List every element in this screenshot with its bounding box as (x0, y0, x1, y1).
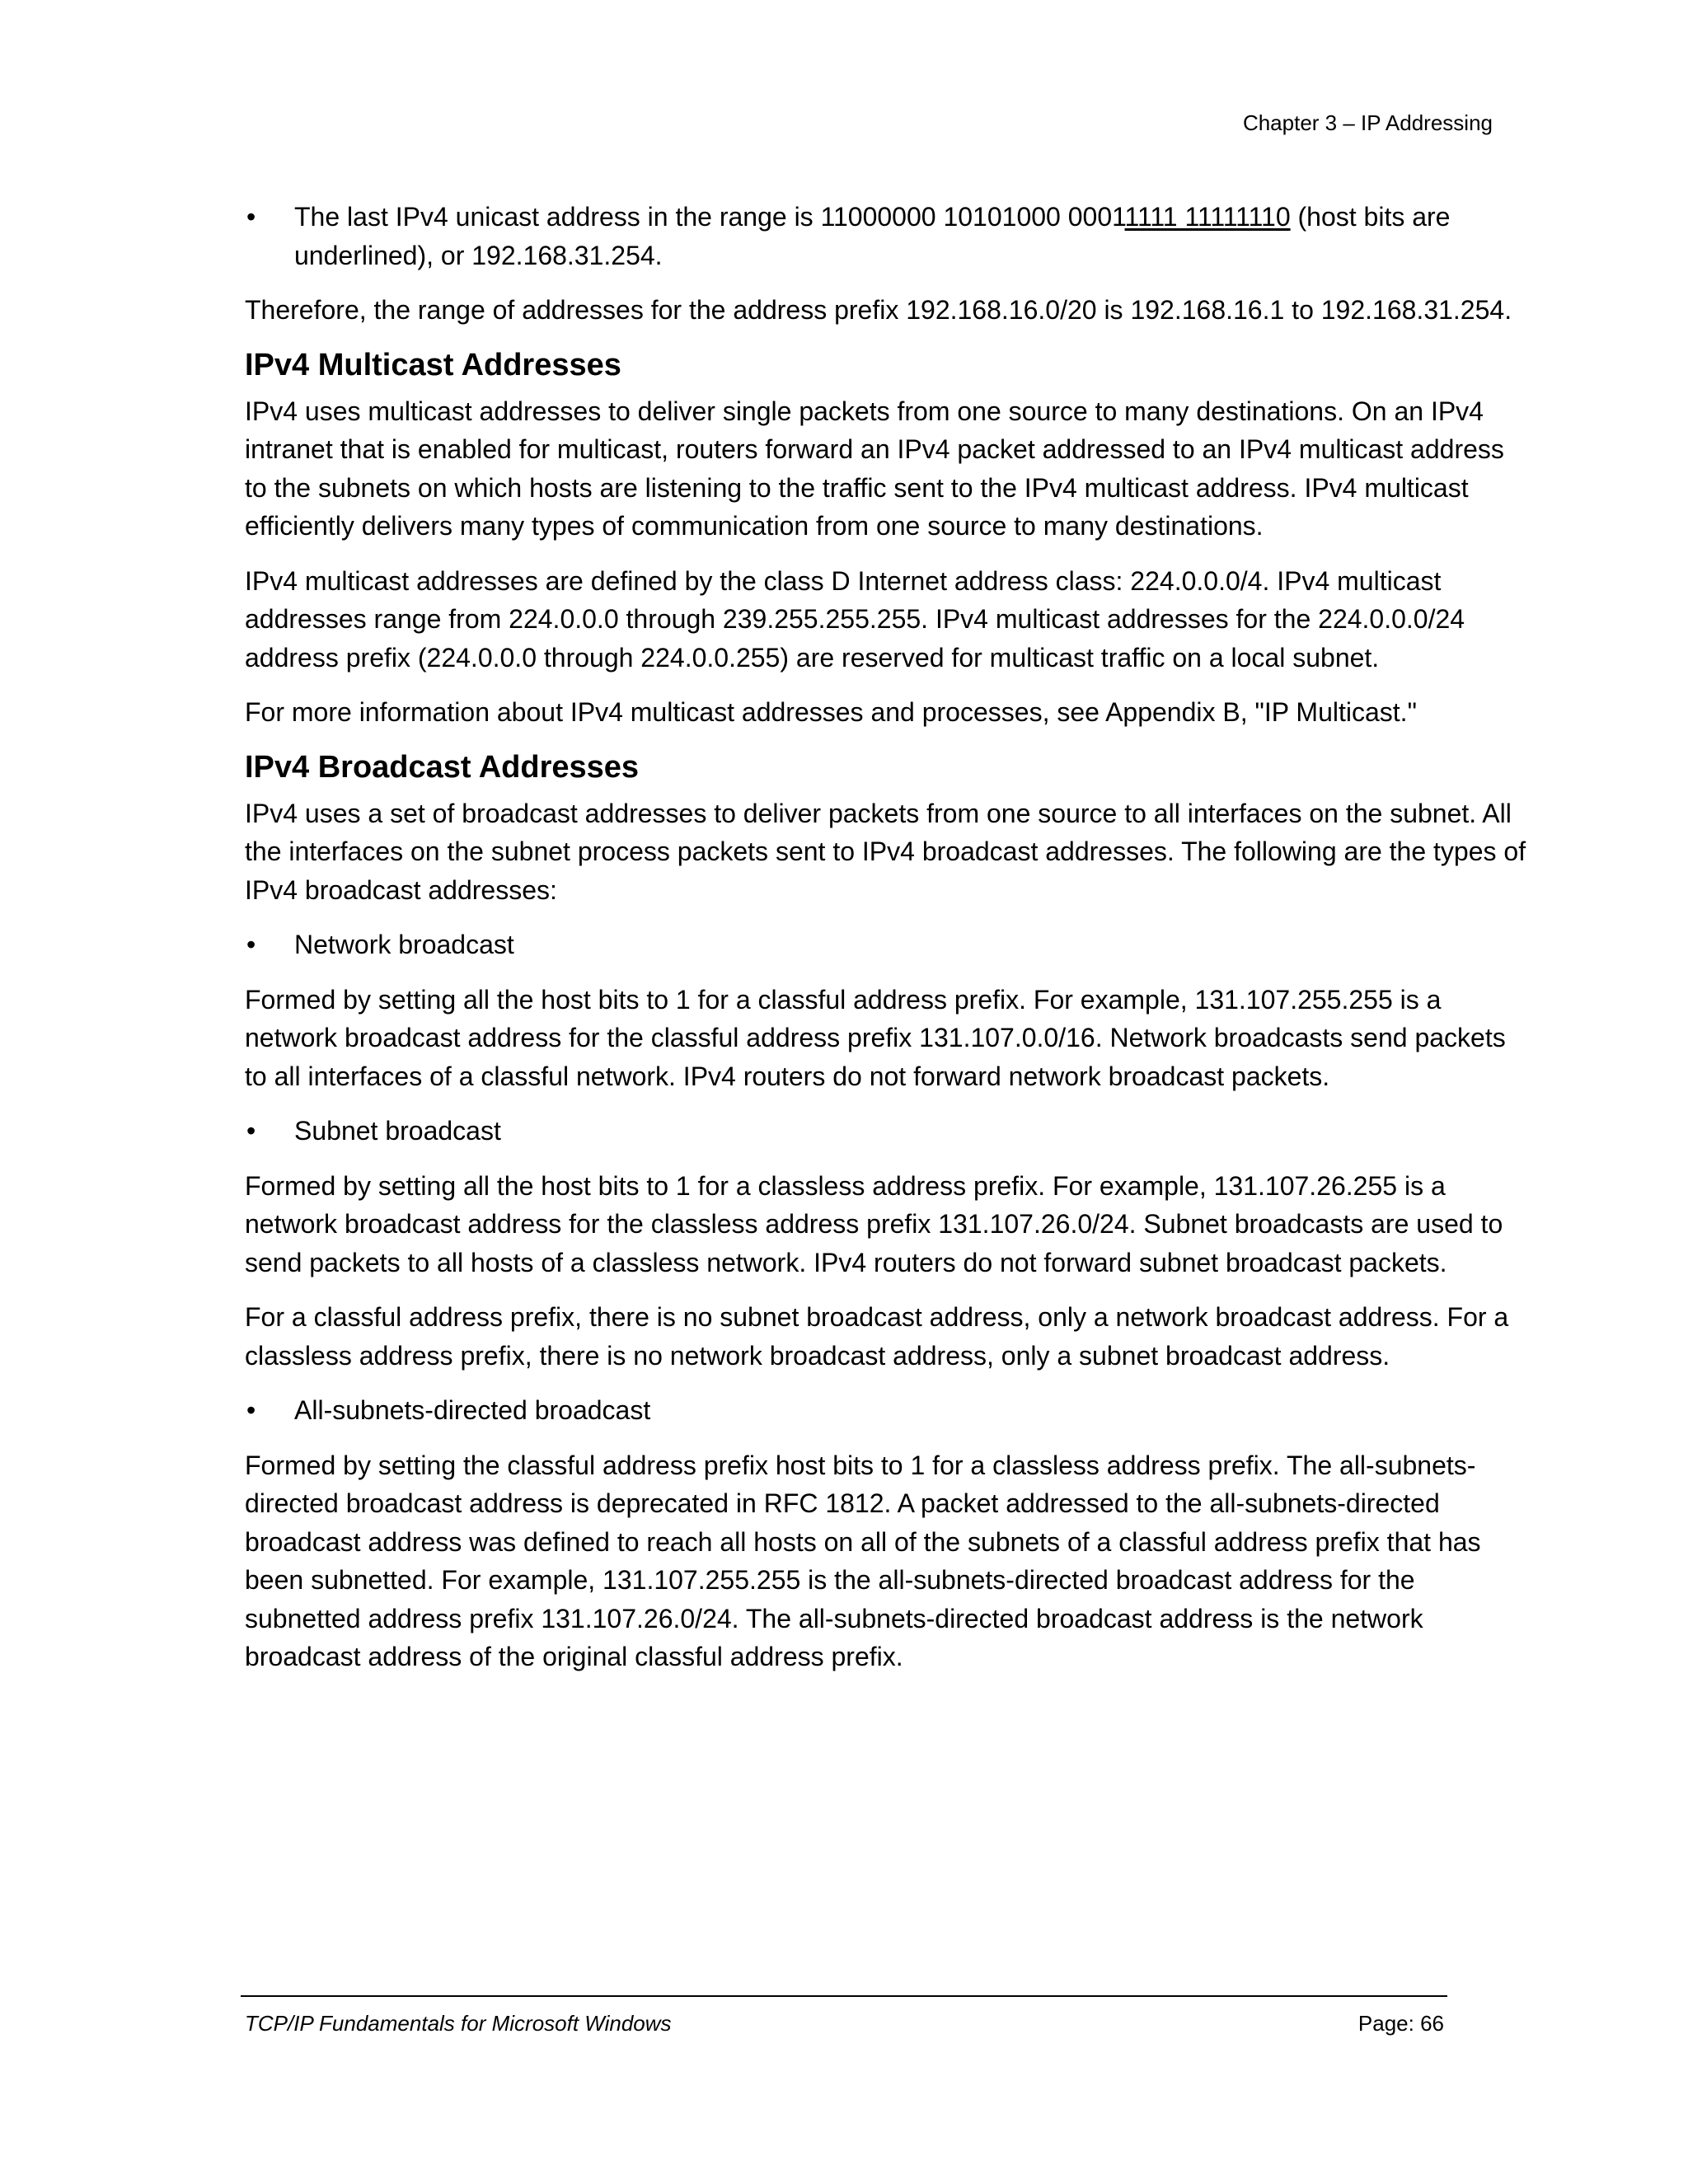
broadcast-intro: IPv4 uses a set of broadcast addresses to deliver packets from one source to all interfaces on the subnet. All the interfaces on the subnet process packets sent to IPv4 broadcast addresses. The following are the types of IPv4 broadcast addresses: (245, 798, 1526, 905)
broadcast-type-description: Formed by setting all the host bits to 1 for a classful address prefix. For example, 131.107.255.255 is a network broadcast address for the classful address prefix 131.107.0.0/16. Network broadcasts send packets to all interfaces of a classful network. IPv4 routers do not forward network broadcast packets. (245, 984, 1506, 1091)
broadcast-type-description: Formed by setting all the host bits to 1 for a classless address prefix. For example, 131.107.26.255 is a network broadcast address for the classless address prefix 131.107.26.0/24. Subnet broadcasts are used to send packets to all hosts of a classless network. IPv4 routers do not forward subnet broadcast packets. (245, 1170, 1503, 1277)
broadcast-type-label: All-subnets-directed broadcast (294, 1395, 651, 1425)
footer-divider (241, 1995, 1447, 1997)
multicast-paragraph: IPv4 multicast addresses are defined by the class D Internet address class: 224.0.0.0/4. IPv4 multicast addresses range from 224.0.0.0 through 239.255.255.255. IPv4 multicast addresses for the 224.0.0.0/24 address prefix (224.0.0.0 through 224.0.0.255) are reserved for multicast traffic on a local subnet. (245, 565, 1465, 673)
broadcast-type-description: Formed by setting the classful address prefix host bits to 1 for a classless address prefix. The all-subnets-directed broadcast address is deprecated in RFC 1812. A packet addressed to the all-subnets-directed broadcast address was defined to reach all hosts on all of the subnets of a classful address prefix that has been subnetted. For example, 131.107.255.255 is the all-subnets-directed broadcast address for the subnetted address prefix 131.107.26.0/24. The all-subnets-directed broadcast address is the network broadcast address of the original classful address prefix. (245, 1450, 1481, 1671)
last-address-bullet (245, 198, 1531, 274)
last-address-text-start: The last IPv4 unicast address in the range is 11000000 10101000 0001 (294, 202, 1125, 232)
footer-book-title: TCP/IP Fundamentals for Microsoft Windows (245, 2011, 672, 2036)
range-paragraph: Therefore, the range of addresses for the address prefix 192.168.16.0/20 is 192.168.16.1 to 192.168.31.254. (245, 295, 1512, 325)
bullet-icon: • (246, 930, 256, 959)
bullet-icon: • (246, 1116, 256, 1146)
broadcast-type-network (245, 926, 1531, 964)
host-bits-underlined: 1111 11111110 (1124, 202, 1291, 232)
multicast-paragraph: For more information about IPv4 multicast addresses and processes, see Appendix B, "IP Multicast." (245, 697, 1417, 727)
multicast-paragraph: IPv4 uses multicast addresses to deliver single packets from one source to many destinations. On an IPv4 intranet that is enabled for multicast, routers forward an IPv4 packet addressed to an IPv4 multicast address to the subnets on which hosts are listening to the traffic sent to the IPv4 multicast address. IPv4 multicast efficiently delivers many types of communication from one source to many destinations. (245, 396, 1504, 541)
bullet-icon: • (246, 202, 256, 232)
running-header: Chapter 3 – IP Addressing (1242, 110, 1493, 135)
page-body (245, 198, 1531, 1693)
broadcast-type-all-subnets-directed (245, 1391, 1531, 1430)
last-address-text-end: (host bits are underlined), or 192.168.31.254. (294, 202, 1451, 270)
broadcast-heading: IPv4 Broadcast Addresses (245, 749, 640, 785)
broadcast-type-description: For a classful address prefix, there is no subnet broadcast address, only a network broadcast address. For a classless address prefix, there is no network broadcast address, only a subnet broadcast address. (245, 1302, 1509, 1371)
multicast-heading: IPv4 Multicast Addresses (245, 347, 621, 382)
broadcast-type-subnet (245, 1112, 1531, 1151)
broadcast-type-label: Subnet broadcast (294, 1116, 501, 1146)
broadcast-type-label: Network broadcast (294, 930, 514, 959)
bullet-icon: • (246, 1395, 256, 1425)
footer-page-number: Page: 66 (1357, 2011, 1444, 2036)
